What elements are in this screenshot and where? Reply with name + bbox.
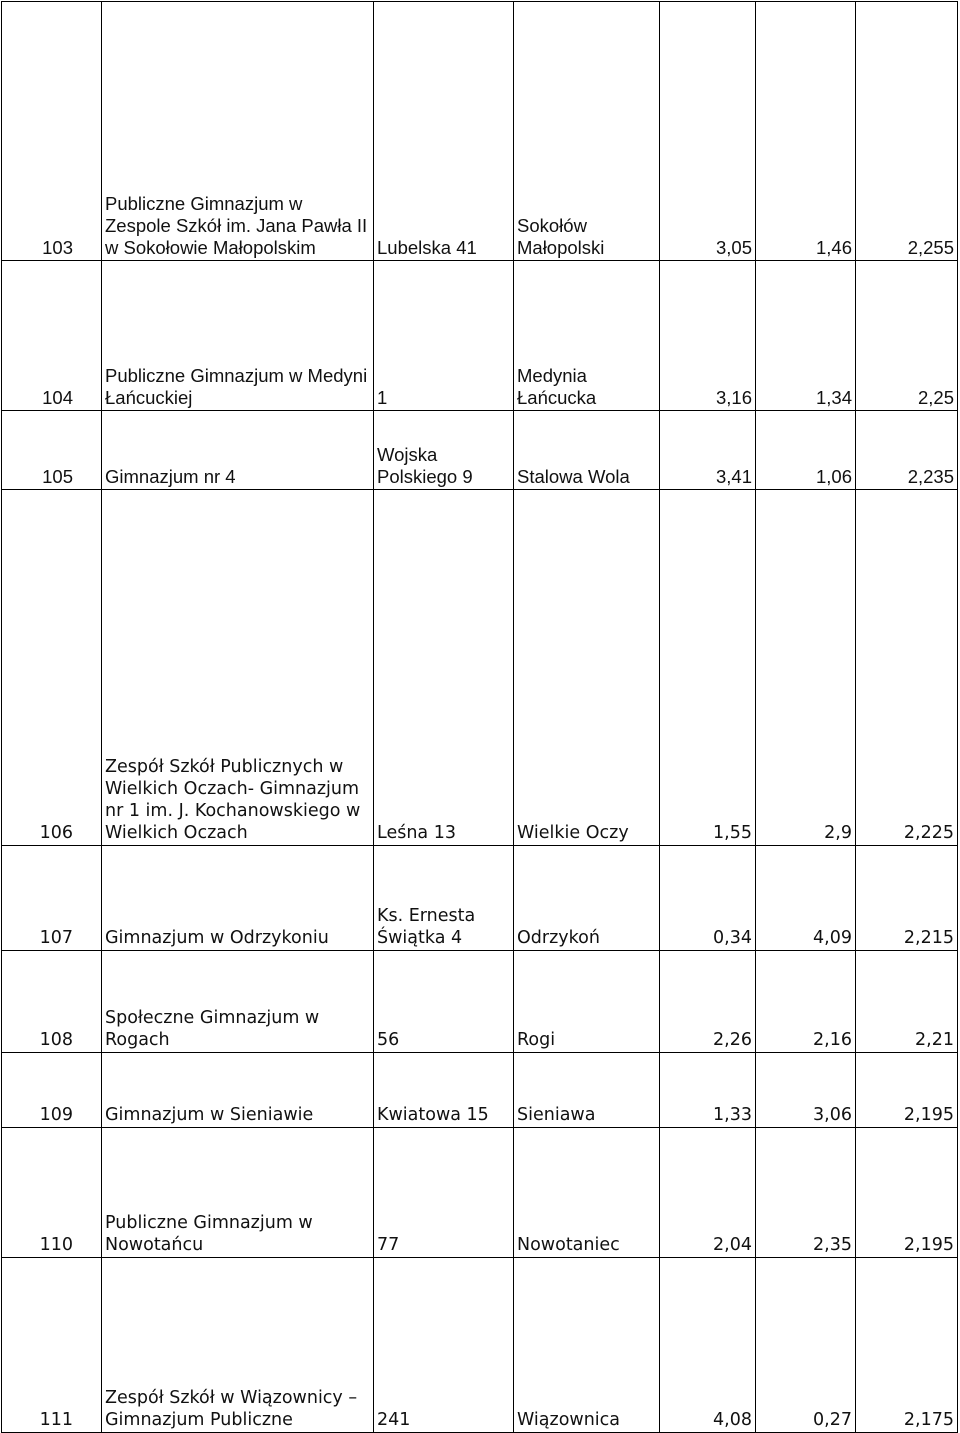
- value-1: 4,08: [660, 1258, 756, 1433]
- school-name: Społeczne Gimnazjum w Rogach: [102, 951, 374, 1053]
- value-1: 3,41: [660, 411, 756, 490]
- street: 56: [374, 951, 514, 1053]
- value-2: 1,34: [756, 261, 856, 411]
- table-row: [2, 2, 958, 261]
- value-2: 4,09: [756, 846, 856, 951]
- value-1: 1,33: [660, 1053, 756, 1128]
- value-1: 0,34: [660, 846, 756, 951]
- row-lp: 107: [2, 846, 102, 951]
- school-name: Gimnazjum w Sieniawie: [102, 1053, 374, 1128]
- value-2: 2,35: [756, 1128, 856, 1258]
- street: Leśna 13: [374, 490, 514, 846]
- value-1: 2,04: [660, 1128, 756, 1258]
- row-lp: 111: [2, 1258, 102, 1433]
- city: Wielkie Oczy: [514, 490, 660, 846]
- value-2: 2,16: [756, 951, 856, 1053]
- street: Lubelska 41: [374, 2, 514, 261]
- value-1: 3,05: [660, 2, 756, 261]
- table-row: [2, 1053, 958, 1128]
- street: Ks. Ernesta Świątka 4: [374, 846, 514, 951]
- city: Sieniawa: [514, 1053, 660, 1128]
- value-3: 2,225: [856, 490, 958, 846]
- city: Stalowa Wola: [514, 411, 660, 490]
- school-name: Publiczne Gimnazjum w Nowotańcu: [102, 1128, 374, 1258]
- table-row: [2, 951, 958, 1053]
- row-lp: 110: [2, 1128, 102, 1258]
- value-3: 2,195: [856, 1053, 958, 1128]
- value-3: 2,25: [856, 261, 958, 411]
- street: 241: [374, 1258, 514, 1433]
- value-3: 2,175: [856, 1258, 958, 1433]
- city: Nowotaniec: [514, 1128, 660, 1258]
- table-row: [2, 411, 958, 490]
- school-name: Zespół Szkół w Wiązownicy – Gimnazjum Publiczne: [102, 1258, 374, 1433]
- street: Wojska Polskiego 9: [374, 411, 514, 490]
- city: Wiązownica: [514, 1258, 660, 1433]
- row-lp: 106: [2, 490, 102, 846]
- school-name: Gimnazjum nr 4: [102, 411, 374, 490]
- row-lp: 103: [2, 2, 102, 261]
- table-row: [2, 1258, 958, 1433]
- value-2: 0,27: [756, 1258, 856, 1433]
- school-name: Publiczne Gimnazjum w Medyni Łańcuckiej: [102, 261, 374, 411]
- row-lp: 109: [2, 1053, 102, 1128]
- value-2: 2,9: [756, 490, 856, 846]
- value-2: 1,46: [756, 2, 856, 261]
- value-3: 2,215: [856, 846, 958, 951]
- row-lp: 104: [2, 261, 102, 411]
- city: Rogi: [514, 951, 660, 1053]
- value-3: 2,21: [856, 951, 958, 1053]
- value-3: 2,235: [856, 411, 958, 490]
- table-row: [2, 490, 958, 846]
- school-name: Publiczne Gimnazjum w Zespole Szkół im. Jana Pawła II w Sokołowie Małopolskim: [102, 2, 374, 261]
- city: Medynia Łańcucka: [514, 261, 660, 411]
- school-name: Gimnazjum w Odrzykoniu: [102, 846, 374, 951]
- row-lp: 108: [2, 951, 102, 1053]
- value-2: 1,06: [756, 411, 856, 490]
- street: 77: [374, 1128, 514, 1258]
- schools-table: [1, 1, 958, 1433]
- value-3: 2,195: [856, 1128, 958, 1258]
- value-1: 1,55: [660, 490, 756, 846]
- city: Odrzykoń: [514, 846, 660, 951]
- value-1: 2,26: [660, 951, 756, 1053]
- table-row: [2, 1128, 958, 1258]
- value-2: 3,06: [756, 1053, 856, 1128]
- value-1: 3,16: [660, 261, 756, 411]
- school-name: Zespół Szkół Publicznych w Wielkich Oczach- Gimnazjum nr 1 im. J. Kochanowskiego w Wielkich Oczach: [102, 490, 374, 846]
- city: Sokołów Małopolski: [514, 2, 660, 261]
- street: 1: [374, 261, 514, 411]
- value-3: 2,255: [856, 2, 958, 261]
- table-row: [2, 846, 958, 951]
- table-row: [2, 261, 958, 411]
- row-lp: 105: [2, 411, 102, 490]
- street: Kwiatowa 15: [374, 1053, 514, 1128]
